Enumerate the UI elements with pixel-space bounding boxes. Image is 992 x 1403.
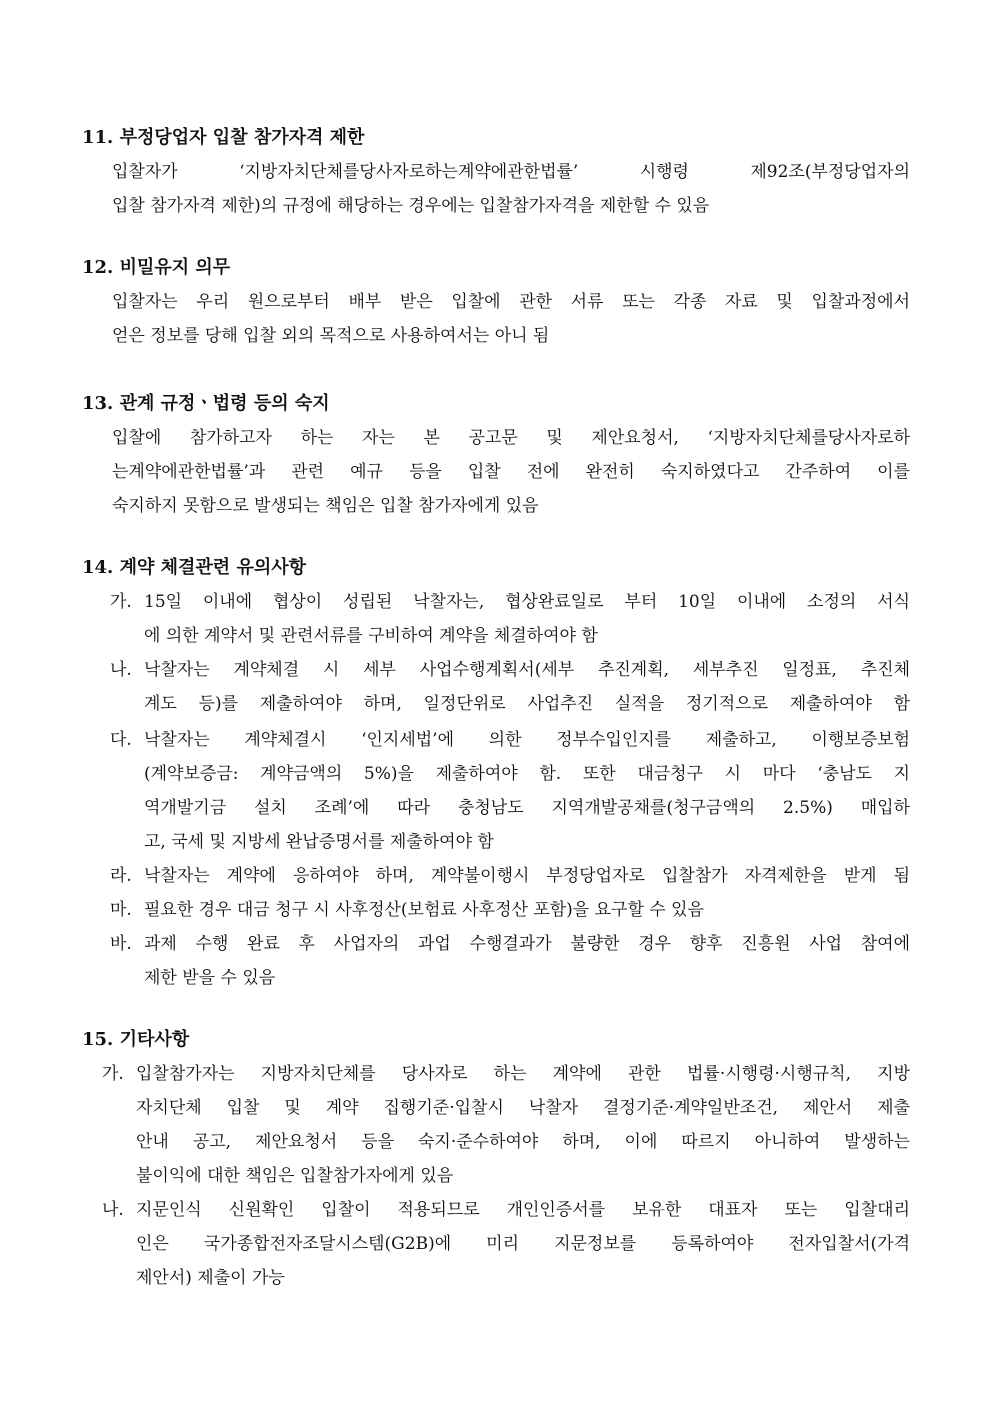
list-item-line: 지문인식 신원확인 입찰이 적용되므로 개인인증서를 보유한 대표자 또는 입찰대리: [136, 1200, 910, 1220]
list-item-line: 계도 등)를 제출하여야 하며, 일정단위로 사업추진 실적을 정기적으로 제출하여야 함: [144, 694, 910, 714]
list-item-line: 제한 받을 수 있음: [144, 968, 276, 988]
paragraph-line: 숙지하지 못함으로 발생되는 책임은 입찰 참가자에게 있음: [112, 496, 539, 516]
paragraph-line: 얻은 정보를 당해 입찰 외의 목적으로 사용하여서는 아니 됨: [112, 326, 550, 346]
list-item-marker: 나.: [102, 1200, 124, 1220]
list-item-line: 불이익에 대한 책임은 입찰참가자에게 있음: [136, 1166, 454, 1186]
list-item-marker: 바.: [110, 934, 132, 954]
paragraph-line: 입찰에 참가하고자 하는 자는 본 공고문 및 제안요청서, ‘지방자치단체를당사자로하: [112, 428, 910, 448]
list-item-line: 역개발기금 설치 조례’에 따라 충청남도 지역개발공채를(청구금액의 2.5%) 매입하: [144, 798, 910, 818]
list-item-line: 인은 국가종합전자조달시스템(G2B)에 미리 지문정보를 등록하여야 전자입찰서(가격: [136, 1234, 910, 1254]
paragraph-line: 입찰 참가자격 제한)의 규정에 해당하는 경우에는 입찰참가자격을 제한할 수 있음: [112, 196, 710, 216]
list-item-line: 낙찰자는 계약체결 시 세부 사업수행계획서(세부 추진계획, 세부추진 일정표, 추진체: [144, 660, 910, 680]
list-item-line: 낙찰자는 계약에 응하여야 하며, 계약불이행시 부정당업자로 입찰참가 자격제한을 받게 됨: [144, 866, 910, 886]
list-item-line: 안내 공고, 제안요청서 등을 숙지·준수하여야 하며, 이에 따르지 아니하여 발생하는: [136, 1132, 910, 1152]
list-item-marker: 가.: [110, 592, 132, 612]
list-item-marker: 라.: [110, 866, 132, 886]
paragraph-line: 입찰자가 ‘지방자치단체를당사자로하는계약에관한법률’ 시행령 제92조(부정당업자의: [112, 162, 910, 182]
list-item-marker: 다.: [110, 730, 132, 750]
section-heading: 11. 부정당업자 입찰 참가자격 제한: [82, 127, 365, 148]
list-item-line: 과제 수행 완료 후 사업자의 과업 수행결과가 불량한 경우 향후 진흥원 사업 참여에: [144, 934, 910, 954]
section-heading: 13. 관계 규정ㆍ법령 등의 숙지: [82, 393, 330, 414]
list-item-line: 자치단체 입찰 및 계약 집행기준·입찰시 낙찰자 결정기준·계약일반조건, 제안서 제출: [136, 1098, 910, 1118]
list-item-line: 필요한 경우 대금 청구 시 사후정산(보험료 사후정산 포함)을 요구할 수 있음: [144, 900, 704, 920]
list-item-line: (계약보증금: 계약금액의 5%)을 제출하여야 함. 또한 대금청구 시 마다 ‘충남도 지: [144, 764, 910, 784]
paragraph-line: 입찰자는 우리 원으로부터 배부 받은 입찰에 관한 서류 또는 각종 자료 및 입찰과정에서: [112, 292, 910, 312]
list-item-marker: 마.: [110, 900, 132, 920]
list-item-line: 15일 이내에 협상이 성립된 낙찰자는, 협상완료일로 부터 10일 이내에 소정의 서식: [144, 592, 910, 612]
list-item-line: 에 의한 계약서 및 관련서류를 구비하여 계약을 체결하여야 함: [144, 626, 598, 646]
section-heading: 15. 기타사항: [82, 1029, 190, 1050]
section-heading: 14. 계약 체결관련 유의사항: [82, 557, 306, 578]
list-item-line: 제안서) 제출이 가능: [136, 1268, 285, 1288]
list-item-line: 낙찰자는 계약체결시 ‘인지세법’에 의한 정부수입인지를 제출하고, 이행보증보험: [144, 730, 910, 750]
paragraph-line: 는계약에관한법률’과 관련 예규 등을 입찰 전에 완전히 숙지하였다고 간주하여 이를: [112, 462, 910, 482]
section-heading: 12. 비밀유지 의무: [82, 257, 231, 278]
list-item-line: 입찰참가자는 지방자치단체를 당사자로 하는 계약에 관한 법률·시행령·시행규칙, 지방: [136, 1064, 910, 1084]
list-item-marker: 가.: [102, 1064, 124, 1084]
list-item-marker: 나.: [110, 660, 132, 680]
list-item-line: 고, 국세 및 지방세 완납증명서를 제출하여야 함: [144, 832, 494, 852]
